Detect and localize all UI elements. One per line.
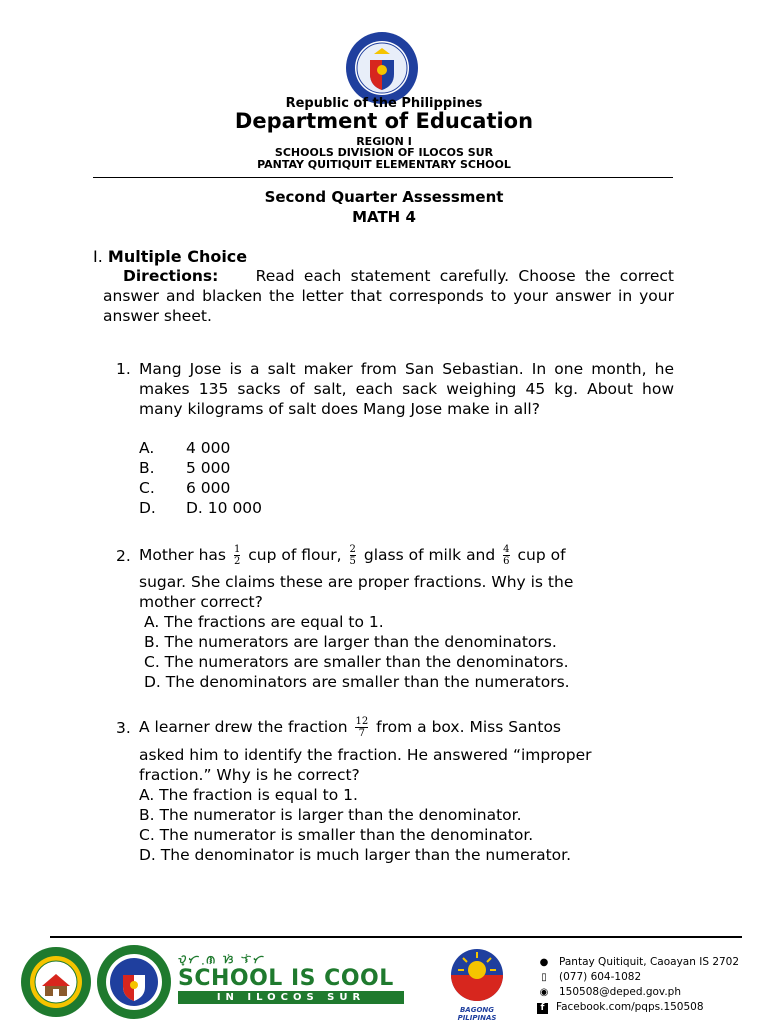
address-text: Pantay Quitiquit, Caoayan IS 2702 [559, 956, 740, 968]
phone-icon: ▯ [541, 972, 547, 983]
q3-option-a: A. The fraction is equal to 1. [139, 786, 358, 804]
q2-option-d: D. The denominators are smaller than the numerators. [144, 673, 570, 691]
school-is-cool-text: SCHOOL IS COOL [178, 966, 394, 991]
q3-stem-line1 [139, 710, 561, 744]
q1-option-b-text: 5 000 [186, 459, 231, 477]
q2-number: 2. [116, 547, 131, 565]
subject-title: MATH 4 [352, 208, 416, 226]
q1-option-a-text: 4 000 [186, 439, 231, 457]
division-line: SCHOOLS DIVISION OF ILOCOS SUR [274, 146, 494, 159]
q3-option-c: C. The numerator is smaller than the denominator. [139, 826, 534, 844]
q2-fraction-2-numerator: 2 [349, 544, 356, 555]
q1-option-d-letter: D. [139, 499, 156, 517]
q3-text-part2: from a box. Miss Santos [376, 718, 562, 736]
location-pin-icon: ● [539, 957, 549, 968]
deped-seal [344, 30, 420, 106]
school-line: PANTAY QUITIQUIT ELEMENTARY SCHOOL [257, 158, 511, 171]
q2-fraction-1-numerator: 1 [233, 544, 241, 555]
assessment-title: Second Quarter Assessment [264, 188, 504, 206]
q2-text-part1: Mother has [139, 546, 226, 564]
header-divider [93, 177, 673, 178]
section-numeral: I. [93, 247, 103, 266]
q1-option-a-letter: A. [139, 439, 155, 457]
q2-fraction-3 [503, 544, 509, 567]
q2-fraction-3-numerator: 4 [503, 544, 510, 555]
q1-option-b-letter: B. [139, 459, 155, 477]
bagong-pilipinas-emblem [440, 948, 514, 1002]
department-name: Department of Education [234, 109, 534, 133]
q2-fraction-2 [350, 544, 356, 567]
q2-option-a: A. The fractions are equal to 1. [144, 613, 384, 631]
q3-fraction-numerator: 12 [355, 716, 369, 727]
facebook-icon: f [537, 1003, 548, 1014]
contact-block [537, 955, 765, 1015]
in-ilocos-sur-text: IN ILOCOS SUR [178, 991, 404, 1004]
q3-fraction [355, 716, 368, 739]
bagong-pilipinas-logo [440, 948, 514, 1022]
q2-text-part3: glass of milk and [363, 546, 496, 564]
phone-row [537, 970, 765, 985]
baybayin-script: ᜏ᜔ᜆ ᜓᜈ ᜐᜒ ᜎᜒᜆ [178, 953, 266, 966]
q3-stem-line3: fraction.” Why is he correct? [139, 766, 360, 784]
q3-text-part1: A learner drew the fraction [139, 718, 348, 736]
directions-paragraph [103, 266, 674, 326]
q3-stem-line2: asked him to identify the fraction. He answered “improper [139, 746, 592, 764]
q3-option-d: D. The denominator is much larger than the numerator. [139, 846, 572, 864]
address-row [537, 955, 765, 970]
region-line: REGION I [356, 135, 412, 148]
section-title: Multiple Choice [107, 247, 248, 266]
q2-text-part4: cup of [517, 546, 566, 564]
q2-fraction-1 [234, 544, 240, 567]
facebook-text[interactable]: Facebook.com/pqps.150508 [556, 1001, 704, 1013]
q3-option-b: B. The numerator is larger than the denominator. [139, 806, 522, 824]
school-is-cool-logo [178, 954, 408, 1014]
q2-text-part2: cup of flour, [248, 546, 342, 564]
q2-option-b: B. The numerators are larger than the denominators. [144, 633, 557, 651]
division-seal [96, 944, 172, 1020]
q1-option-c-text: 6 000 [186, 479, 231, 497]
q2-fraction-2-denominator: 5 [349, 556, 356, 567]
q1-stem: Mang Jose is a salt maker from San Sebastian. In one month, he makes 135 sacks of salt, each sack weighing 45 kg. About how many kilograms of salt does Mang Jose make in all? [139, 360, 674, 418]
q3-number: 3. [116, 719, 131, 737]
q2-option-c: C. The numerators are smaller than the denominators. [144, 653, 569, 671]
directions-label: Directions: [123, 267, 219, 285]
q2-fraction-3-denominator: 6 [503, 556, 510, 567]
q3-fraction-denominator: 7 [355, 727, 368, 739]
bagong-pilipinas-text: BAGONG PILIPINAS [457, 1006, 497, 1022]
q1-number: 1. [116, 360, 131, 378]
school-seal [20, 946, 92, 1018]
email-row [537, 985, 765, 1000]
section-heading [93, 247, 247, 267]
phone-text: (077) 604-1082 [559, 971, 642, 983]
republic-line: Republic of the Philippines [285, 96, 483, 111]
q1-option-d-text: D. 10 000 [186, 499, 263, 517]
q1-option-c-letter: C. [139, 479, 155, 497]
q2-fraction-1-denominator: 2 [233, 556, 241, 567]
email-icon: ◉ [539, 987, 549, 998]
q2-stem-line1 [139, 538, 566, 572]
q2-stem-line3: mother correct? [139, 593, 263, 611]
footer-divider [50, 936, 742, 938]
facebook-row [537, 1000, 765, 1015]
q2-stem-line2: sugar. She claims these are proper fractions. Why is the [139, 573, 574, 591]
directions-text: Read each statement carefully. Choose the correct answer and blacken the letter that corresponds to your answer in your answer sheet. [103, 267, 674, 325]
email-text[interactable]: 150508@deped.gov.ph [559, 986, 681, 998]
